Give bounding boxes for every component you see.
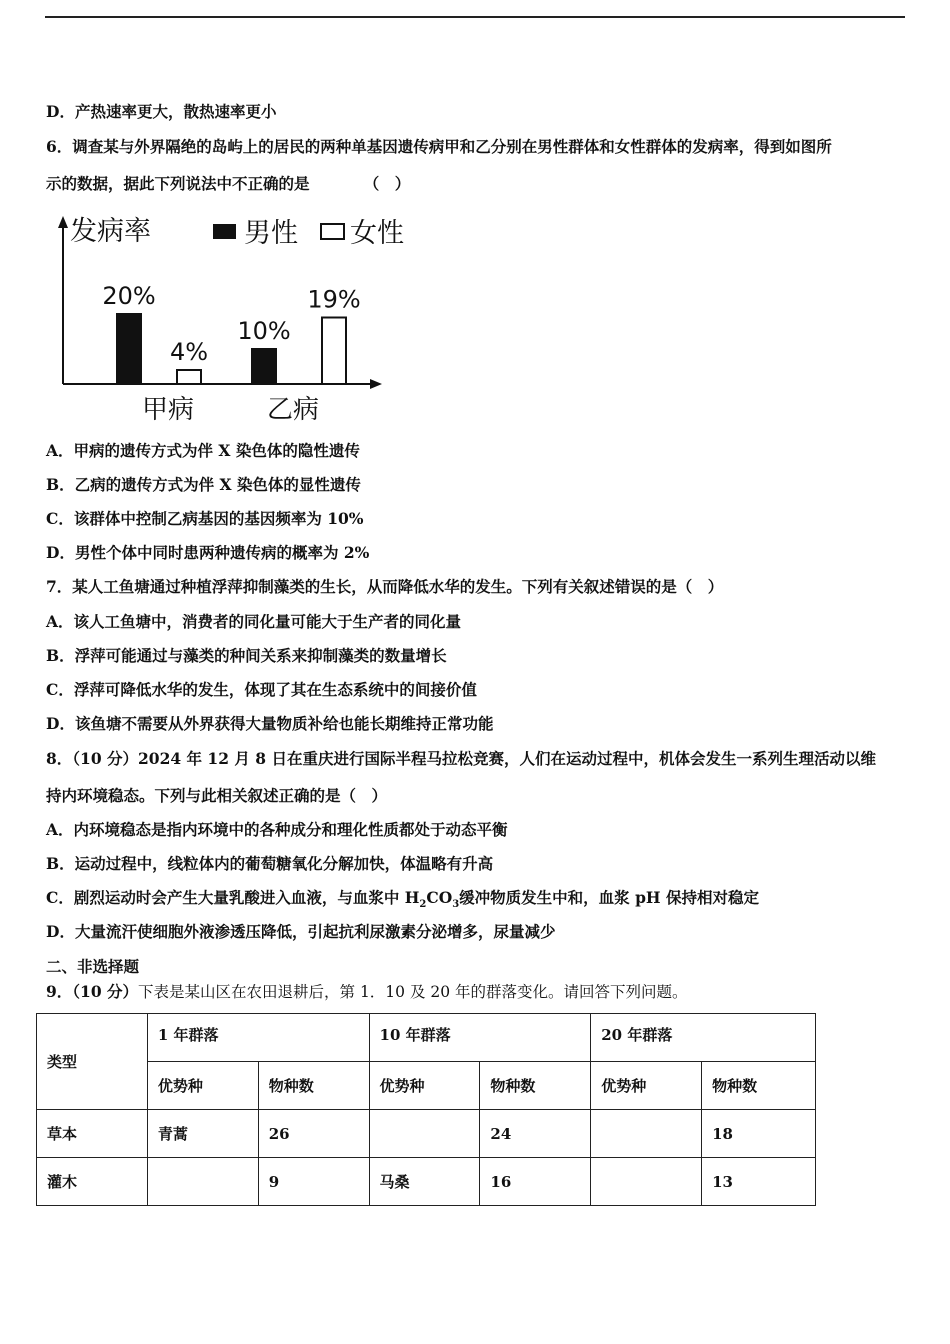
- table-cell: 24: [480, 1110, 591, 1158]
- bar-male-1: [252, 349, 276, 384]
- incidence-bar-chart: [50, 208, 420, 430]
- data-label-female-0: 4%: [169, 338, 209, 366]
- table-cell: 马桑: [369, 1158, 480, 1206]
- q6-option-c: C．该群体中控制乙病基因的基因频率为 10%: [46, 509, 364, 528]
- q9-number: 9．（10 分）: [46, 982, 139, 1001]
- q6-option-a: A．甲病的遗传方式为伴 X 染色体的隐性遗传: [46, 441, 360, 460]
- header-group-20: 20 年群落: [591, 1014, 816, 1062]
- table-cell: 13: [702, 1158, 816, 1206]
- q7-option-a: A．该人工鱼塘中，消费者的同化量可能大于生产者的同化量: [46, 612, 462, 631]
- legend-male-label: 男性: [244, 218, 298, 249]
- legend-female-swatch: [321, 224, 344, 239]
- q7-stem: 7．某人工鱼塘通过种植浮萍抑制藻类的生长，从而降低水华的发生。下列有关叙述错误的是（ ）: [46, 577, 724, 596]
- legend-female-label: 女性: [350, 218, 404, 249]
- q6-option-b: B．乙病的遗传方式为伴 X 染色体的显性遗传: [46, 475, 361, 494]
- chart-svg: [50, 208, 420, 430]
- x-axis-arrow: [370, 379, 382, 389]
- q8-option-c-part1: C．剧烈运动时会产生大量乳酸进入血液，与血浆中 H: [46, 888, 420, 907]
- q5-option-d: D．产热速率更大，散热速率更小: [46, 102, 277, 121]
- table-row: [37, 1110, 816, 1158]
- q9-text: 下表是某山区在农田退耕后，第 1．10 及 20 年的群落变化。请回答下列问题。: [138, 983, 688, 1001]
- data-label-male-0: 20%: [102, 282, 156, 310]
- subheader-cell: 优势种: [591, 1062, 702, 1110]
- q8-option-c-part2: CO: [426, 888, 453, 907]
- q8-option-c: [46, 888, 759, 915]
- subheader-cell: 优势种: [369, 1062, 480, 1110]
- q8-option-c-sub3: 3: [452, 899, 460, 911]
- table-cell: 9: [258, 1158, 369, 1206]
- y-axis-label: 发病率: [70, 216, 151, 247]
- table-cell: 26: [258, 1110, 369, 1158]
- q7-option-b: B．浮萍可能通过与藻类的种间关系来抑制藻类的数量增长: [46, 646, 447, 665]
- row-type-cell: 草本: [37, 1110, 148, 1158]
- header-rule: [45, 16, 905, 18]
- bar-female-0: [177, 370, 201, 384]
- q8-option-a: A．内环境稳态是指内环境中的各种成分和理化性质都处于动态平衡: [46, 820, 508, 839]
- data-label-female-1: 19%: [307, 285, 361, 314]
- q8-option-b: B．运动过程中，线粒体内的葡萄糖氧化分解加快，体温略有升高: [46, 854, 494, 873]
- q7-option-d: D．该鱼塘不需要从外界获得大量物质补给也能长期维持正常功能: [46, 714, 494, 733]
- subheader-cell: 物种数: [702, 1062, 816, 1110]
- q8-option-d: D．大量流汗使细胞外液渗透压降低，引起抗利尿激素分泌增多，尿量减少: [46, 922, 556, 941]
- subheader-cell: 物种数: [480, 1062, 591, 1110]
- q9-stem: [46, 982, 688, 1002]
- q6-option-d: D．男性个体中同时患两种遗传病的概率为 2%: [46, 543, 370, 562]
- row-type-cell: 灌木: [37, 1158, 148, 1206]
- bars-group: [102, 282, 360, 384]
- q6-stem-line1: 6．调查某与外界隔绝的岛屿上的居民的两种单基因遗传病甲和乙分别在男性群体和女性群体的发病率，得到如图所: [46, 137, 832, 156]
- q7-option-c: C．浮萍可降低水华的发生，体现了其在生态系统中的间接价值: [46, 680, 477, 699]
- community-table: [36, 1013, 816, 1206]
- q8-stem-line1: 8．（10 分）2024 年 12 月 8 日在重庆进行国际半程马拉松竞赛，人们在运动过程中，机体会发生一系列生理活动以维: [46, 749, 876, 768]
- table-cell: 青蒿: [147, 1110, 258, 1158]
- table-cell: [591, 1110, 702, 1158]
- table-cell: 16: [480, 1158, 591, 1206]
- bar-male-0: [117, 314, 141, 384]
- q6-stem-line2: 示的数据，据此下列说法中不正确的是 （ ）: [46, 174, 411, 193]
- category-label-jia: 甲病: [142, 395, 195, 425]
- data-label-male-1: 10%: [237, 317, 291, 345]
- table-cell: 18: [702, 1110, 816, 1158]
- bar-female-1: [322, 318, 346, 385]
- q8-stem-line2: 持内环境稳态。下列与此相关叙述正确的是（ ）: [46, 786, 388, 805]
- q8-option-c-part3: 缓冲物质发生中和，血浆 pH 保持相对稳定: [459, 888, 759, 907]
- header-group-10: 10 年群落: [369, 1014, 591, 1062]
- table-cell: [147, 1158, 258, 1206]
- header-group-1: 1 年群落: [147, 1014, 369, 1062]
- table-subheader-row: [37, 1062, 816, 1110]
- table-row: [37, 1158, 816, 1206]
- header-type: 类型: [37, 1014, 148, 1110]
- subheader-cell: 优势种: [147, 1062, 258, 1110]
- legend-male-swatch: [213, 224, 236, 239]
- y-axis-arrow: [58, 216, 68, 228]
- q8-option-c-sub2: 2: [419, 899, 427, 911]
- table-cell: [591, 1158, 702, 1206]
- subheader-cell: 物种数: [258, 1062, 369, 1110]
- category-label-yi: 乙病: [267, 395, 320, 425]
- table-cell: [369, 1110, 480, 1158]
- table-header-row: [37, 1014, 816, 1062]
- section-heading: 二、非选择题: [46, 957, 140, 976]
